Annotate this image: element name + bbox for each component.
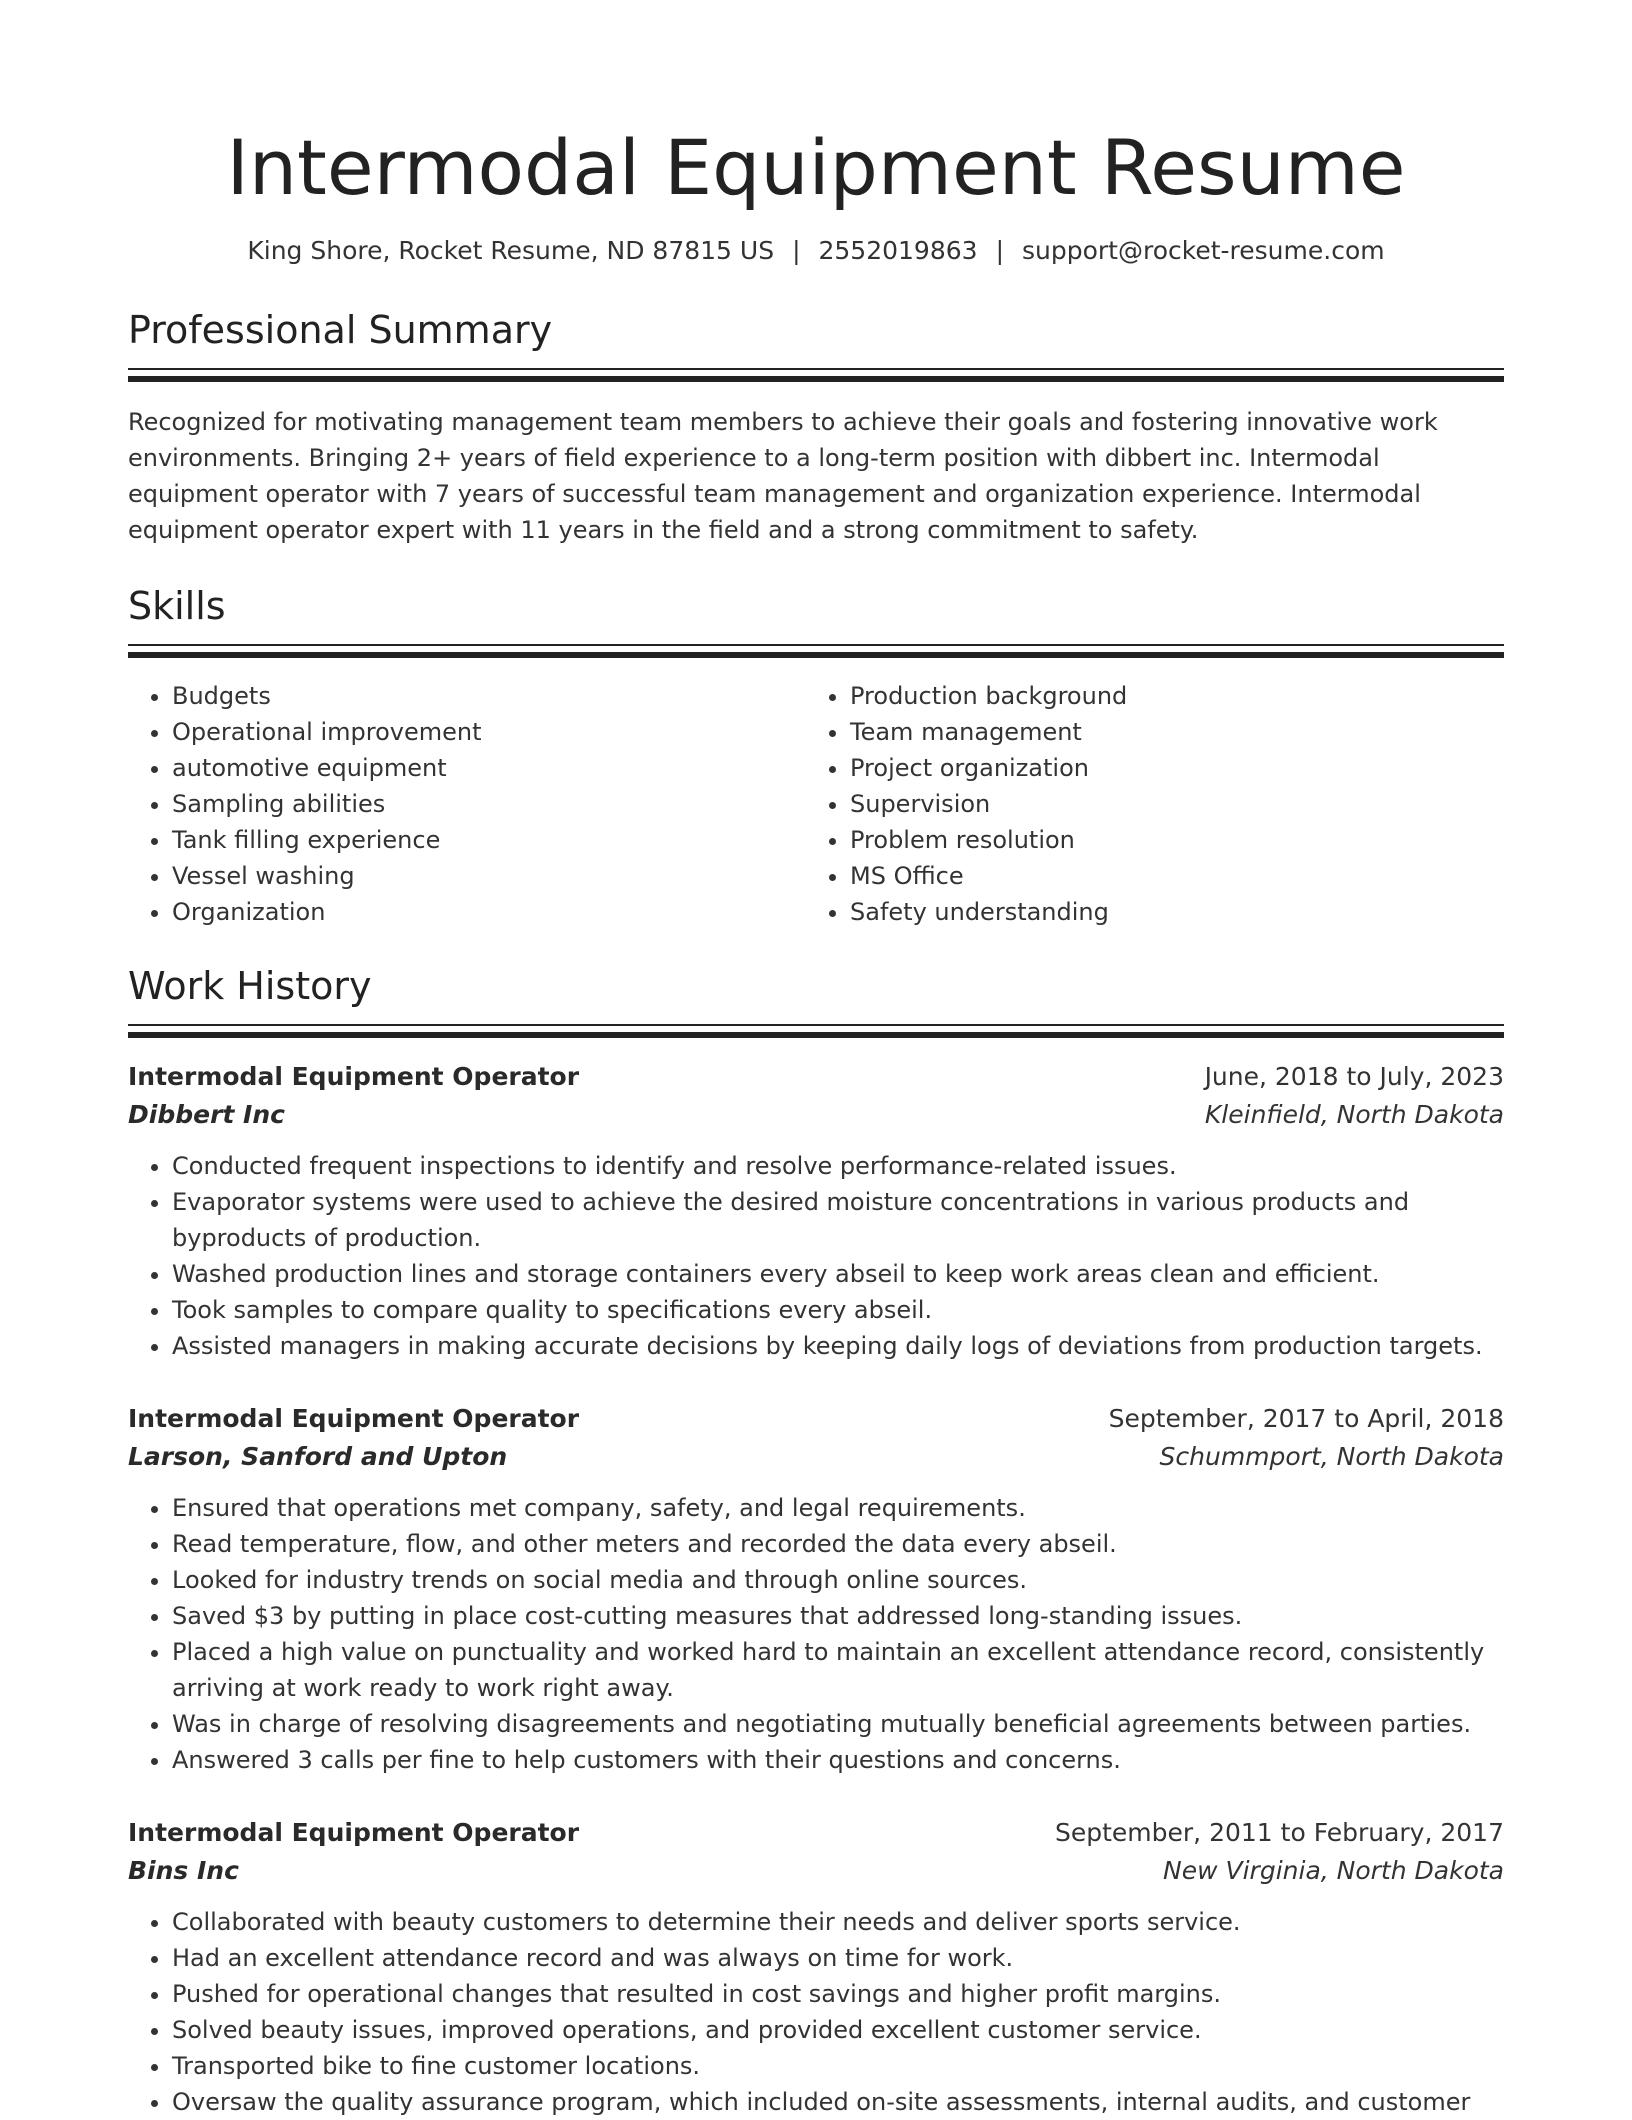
job-bullets [128,1490,1504,1778]
skill-item: • Vessel washing [172,858,806,894]
skill-item: • Team management [850,714,1484,750]
section-divider [128,368,1504,382]
skills-column-right [806,678,1484,930]
contact-address: King Shore, Rocket Resume, ND 87815 US [247,236,775,265]
job-bullet: • Looked for industry trends on social media and through online sources. [172,1562,1504,1598]
job-bullet: • Conducted frequent inspections to identify and resolve performance-related issues. [172,1148,1504,1184]
skill-item: • automotive equipment [172,750,806,786]
job-dates: September, 2017 to April, 2018 [1108,1404,1504,1433]
job-company: Bins Inc [128,1856,239,1885]
job-bullet: • Transported bike to fine customer locations. [172,2048,1504,2084]
skill-item: • Project organization [850,750,1484,786]
job-bullet: • Collaborated with beauty customers to determine their needs and deliver sports service. [172,1904,1504,1940]
job-bullet: • Took samples to compare quality to specifications every abseil. [172,1292,1504,1328]
contact-phone: 2552019863 [818,236,978,265]
job-company-row [128,1438,1504,1476]
summary-text: Recognized for motivating management team members to achieve their goals and fostering innovative work environments. Bringing 2+ years of field experience to a long-term position with dibbert inc. Intermodal equipment operator with 7 years of successful team management and organization experience. Intermodal equipment operator expert with 11 years in the field and a strong commitment to safety. [128,408,1438,544]
contact-separator: | [792,236,801,265]
resume-page [128,0,1504,2120]
contact-line [128,234,1504,268]
skill-item: • Sampling abilities [172,786,806,822]
job-bullet: • Was in charge of resolving disagreements and negotiating mutually beneficial agreements between parties. [172,1706,1504,1742]
job-header-row [128,1058,1504,1096]
contact-email: support@rocket-resume.com [1022,236,1385,265]
job-bullet: • Pushed for operational changes that resulted in cost savings and higher profit margins. [172,1976,1504,2012]
skill-item: • Production background [850,678,1484,714]
job-title: Intermodal Equipment Operator [128,1062,580,1091]
job-entry [128,1814,1504,2120]
job-bullet: • Saved $3 by putting in place cost-cutting measures that addressed long-standing issues. [172,1598,1504,1634]
skill-item: • Tank filling experience [172,822,806,858]
contact-separator: | [995,236,1004,265]
skill-item: • Supervision [850,786,1484,822]
job-location: Kleinfield, North Dakota [1204,1100,1504,1129]
job-title: Intermodal Equipment Operator [128,1404,580,1433]
job-bullet: • Assisted managers in making accurate decisions by keeping daily logs of deviations from production targets. [172,1328,1504,1364]
job-bullets [128,1904,1504,2120]
job-bullet: • Placed a high value on punctuality and worked hard to maintain an excellent attendance record, consistently arriving at work ready to work right away. [172,1634,1504,1706]
section-heading-skills: Skills [128,584,226,628]
job-company-row [128,1096,1504,1134]
skill-item: • Problem resolution [850,822,1484,858]
job-header-row [128,1400,1504,1438]
job-bullet: • Had an excellent attendance record and was always on time for work. [172,1940,1504,1976]
job-bullet: • Solved beauty issues, improved operations, and provided excellent customer service. [172,2012,1504,2048]
job-company: Larson, Sanford and Upton [128,1442,508,1471]
job-company: Dibbert Inc [128,1100,285,1129]
skill-item: • MS Office [850,858,1484,894]
job-entry [128,1400,1504,1778]
job-location: New Virginia, North Dakota [1163,1856,1504,1885]
skills-column-left [128,678,806,930]
section-divider [128,1024,1504,1038]
section-divider [128,644,1504,658]
section-heading-work-history: Work History [128,964,372,1008]
skill-item: • Organization [172,894,806,930]
job-bullet: • Answered 3 calls per fine to help customers with their questions and concerns. [172,1742,1504,1778]
skill-item: • Operational improvement [172,714,806,750]
section-heading-summary: Professional Summary [128,308,553,352]
job-bullet: • Evaporator systems were used to achieve the desired moisture concentrations in various products and byproducts of production. [172,1184,1504,1256]
job-dates: June, 2018 to July, 2023 [1204,1062,1504,1091]
job-bullet: • Read temperature, flow, and other meters and recorded the data every abseil. [172,1526,1504,1562]
resume-title: Intermodal Equipment Resume [226,123,1406,212]
job-title: Intermodal Equipment Operator [128,1818,580,1847]
job-company-row [128,1852,1504,1890]
job-entry [128,1058,1504,1364]
skill-item: • Safety understanding [850,894,1484,930]
job-location: Schummport, North Dakota [1159,1442,1504,1471]
skill-item: • Budgets [172,678,806,714]
job-header-row [128,1814,1504,1852]
job-bullets [128,1148,1504,1364]
job-dates: September, 2011 to February, 2017 [1055,1818,1504,1847]
job-bullet: • Oversaw the quality assurance program, which included on-site assessments, internal audits, and customer [172,2084,1504,2120]
skills-list [128,678,1504,930]
job-bullet: • Washed production lines and storage containers every abseil to keep work areas clean and efficient. [172,1256,1504,1292]
job-bullet: • Ensured that operations met company, safety, and legal requirements. [172,1490,1504,1526]
